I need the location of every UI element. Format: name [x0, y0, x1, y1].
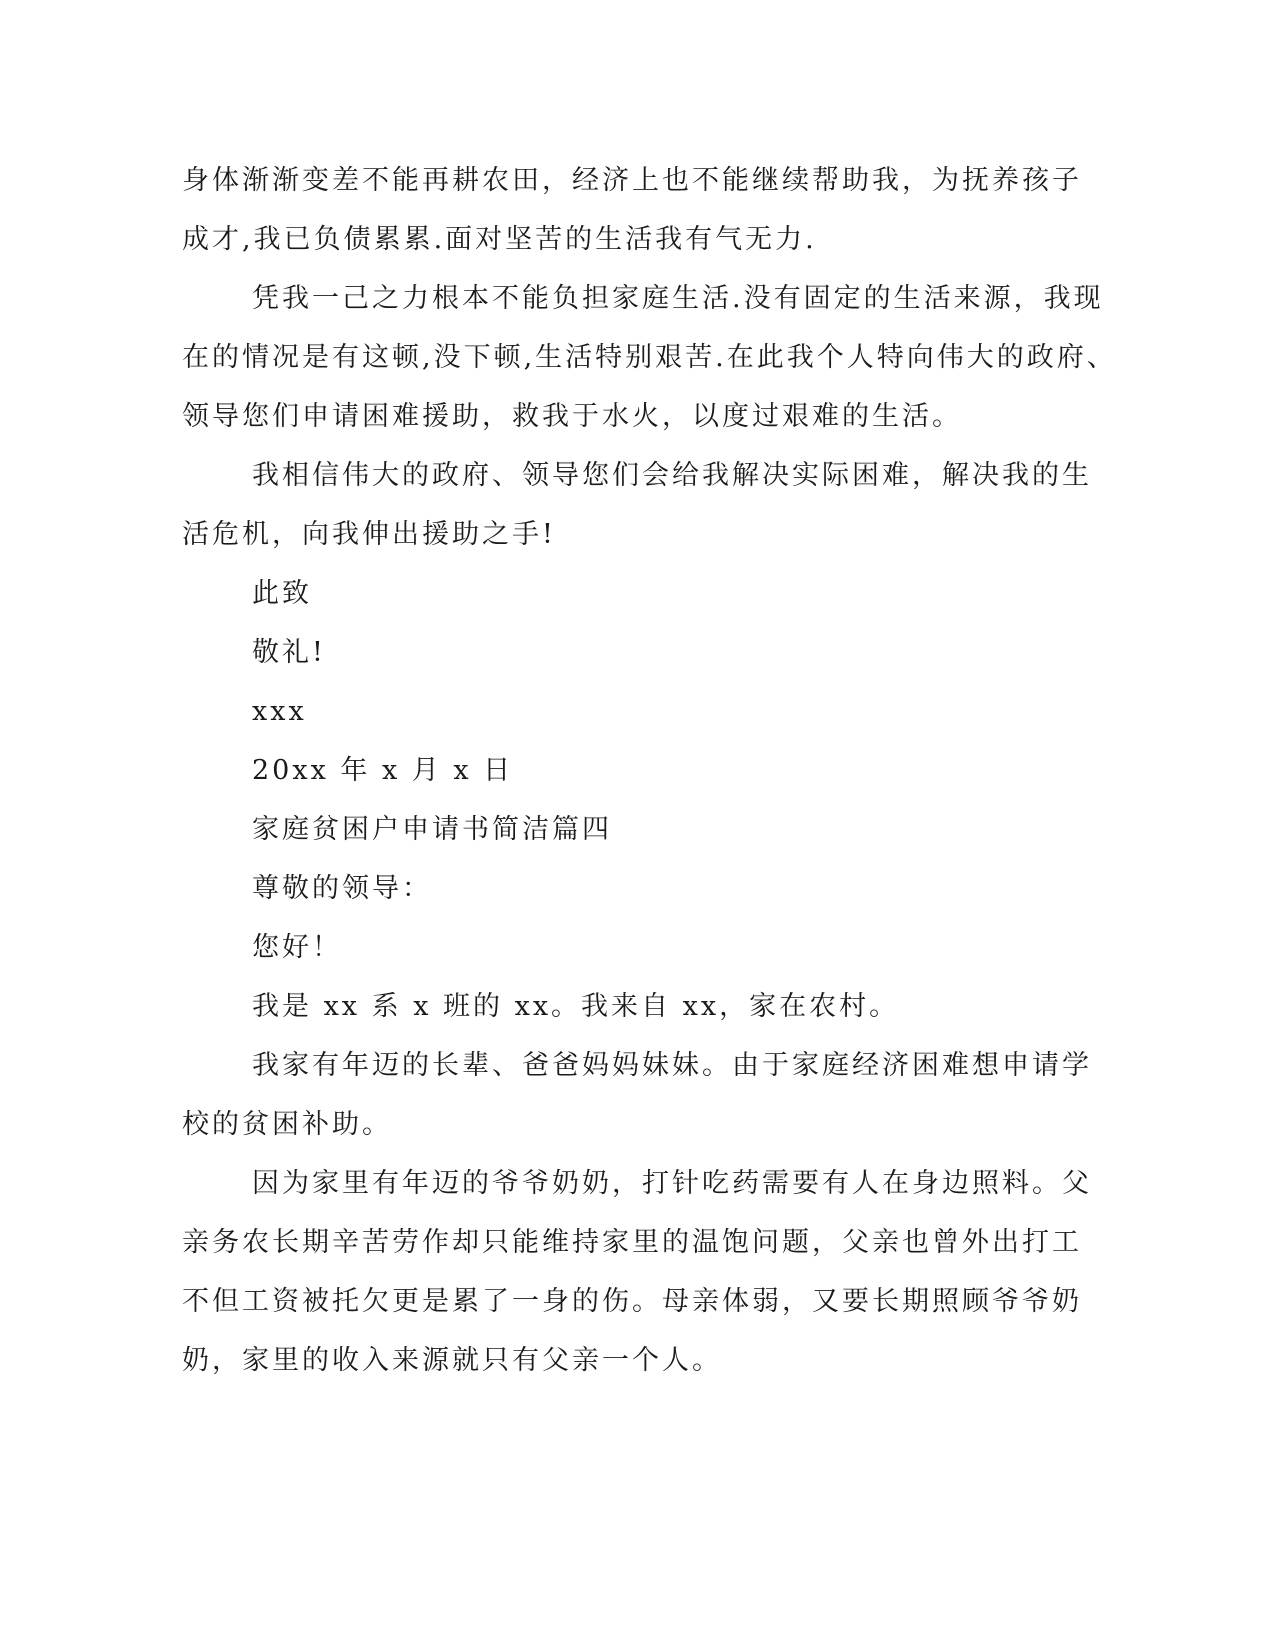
text-line: 校的贫困补助。 — [182, 1109, 392, 1140]
text-line: 奶，家里的收入来源就只有父亲一个人。 — [182, 1345, 722, 1376]
closing-regards: 敬礼! — [252, 637, 326, 668]
text-line: 我相信伟大的政府、领导您们会给我解决实际困难，解决我的生 — [252, 460, 1092, 491]
greeting: 尊敬的领导： — [252, 873, 432, 904]
text-line: 活危机，向我伸出援助之手! — [182, 519, 556, 550]
text-line: 领导您们申请困难援助，救我于水火，以度过艰难的生活。 — [182, 401, 962, 432]
text-line: 不但工资被托欠更是累了一身的伤。母亲体弱，又要长期照顾爷爷奶 — [182, 1286, 1082, 1317]
text-line: 我是 xx 系 x 班的 xx。我来自 xx，家在农村。 — [252, 991, 900, 1022]
signature-name: xxx — [252, 696, 307, 727]
text-line: 身体渐渐变差不能再耕农田，经济上也不能继续帮助我，为抚养孩子 — [182, 165, 1082, 196]
text-line: 因为家里有年迈的爷爷奶奶，打针吃药需要有人在身边照料。父 — [252, 1168, 1092, 1199]
text-line: 在的情况是有这顿,没下顿,生活特别艰苦.在此我个人特向伟大的政府、 — [182, 342, 1117, 373]
text-line: 亲务农长期辛苦劳作却只能维持家里的温饱问题，父亲也曾外出打工 — [182, 1227, 1082, 1258]
section-title: 家庭贫困户申请书简洁篇四 — [252, 814, 612, 845]
closing-salutation: 此致 — [252, 578, 312, 609]
greeting-hello: 您好！ — [252, 932, 342, 963]
text-line: 凭我一己之力根本不能负担家庭生活.没有固定的生活来源，我现 — [252, 283, 1104, 314]
text-line: 我家有年迈的长辈、爸爸妈妈妹妹。由于家庭经济困难想申请学 — [252, 1050, 1092, 1081]
text-line: 成才,我已负债累累.面对坚苦的生活我有气无力. — [182, 224, 817, 255]
signature-date: 20xx 年 x 月 x 日 — [252, 755, 514, 786]
